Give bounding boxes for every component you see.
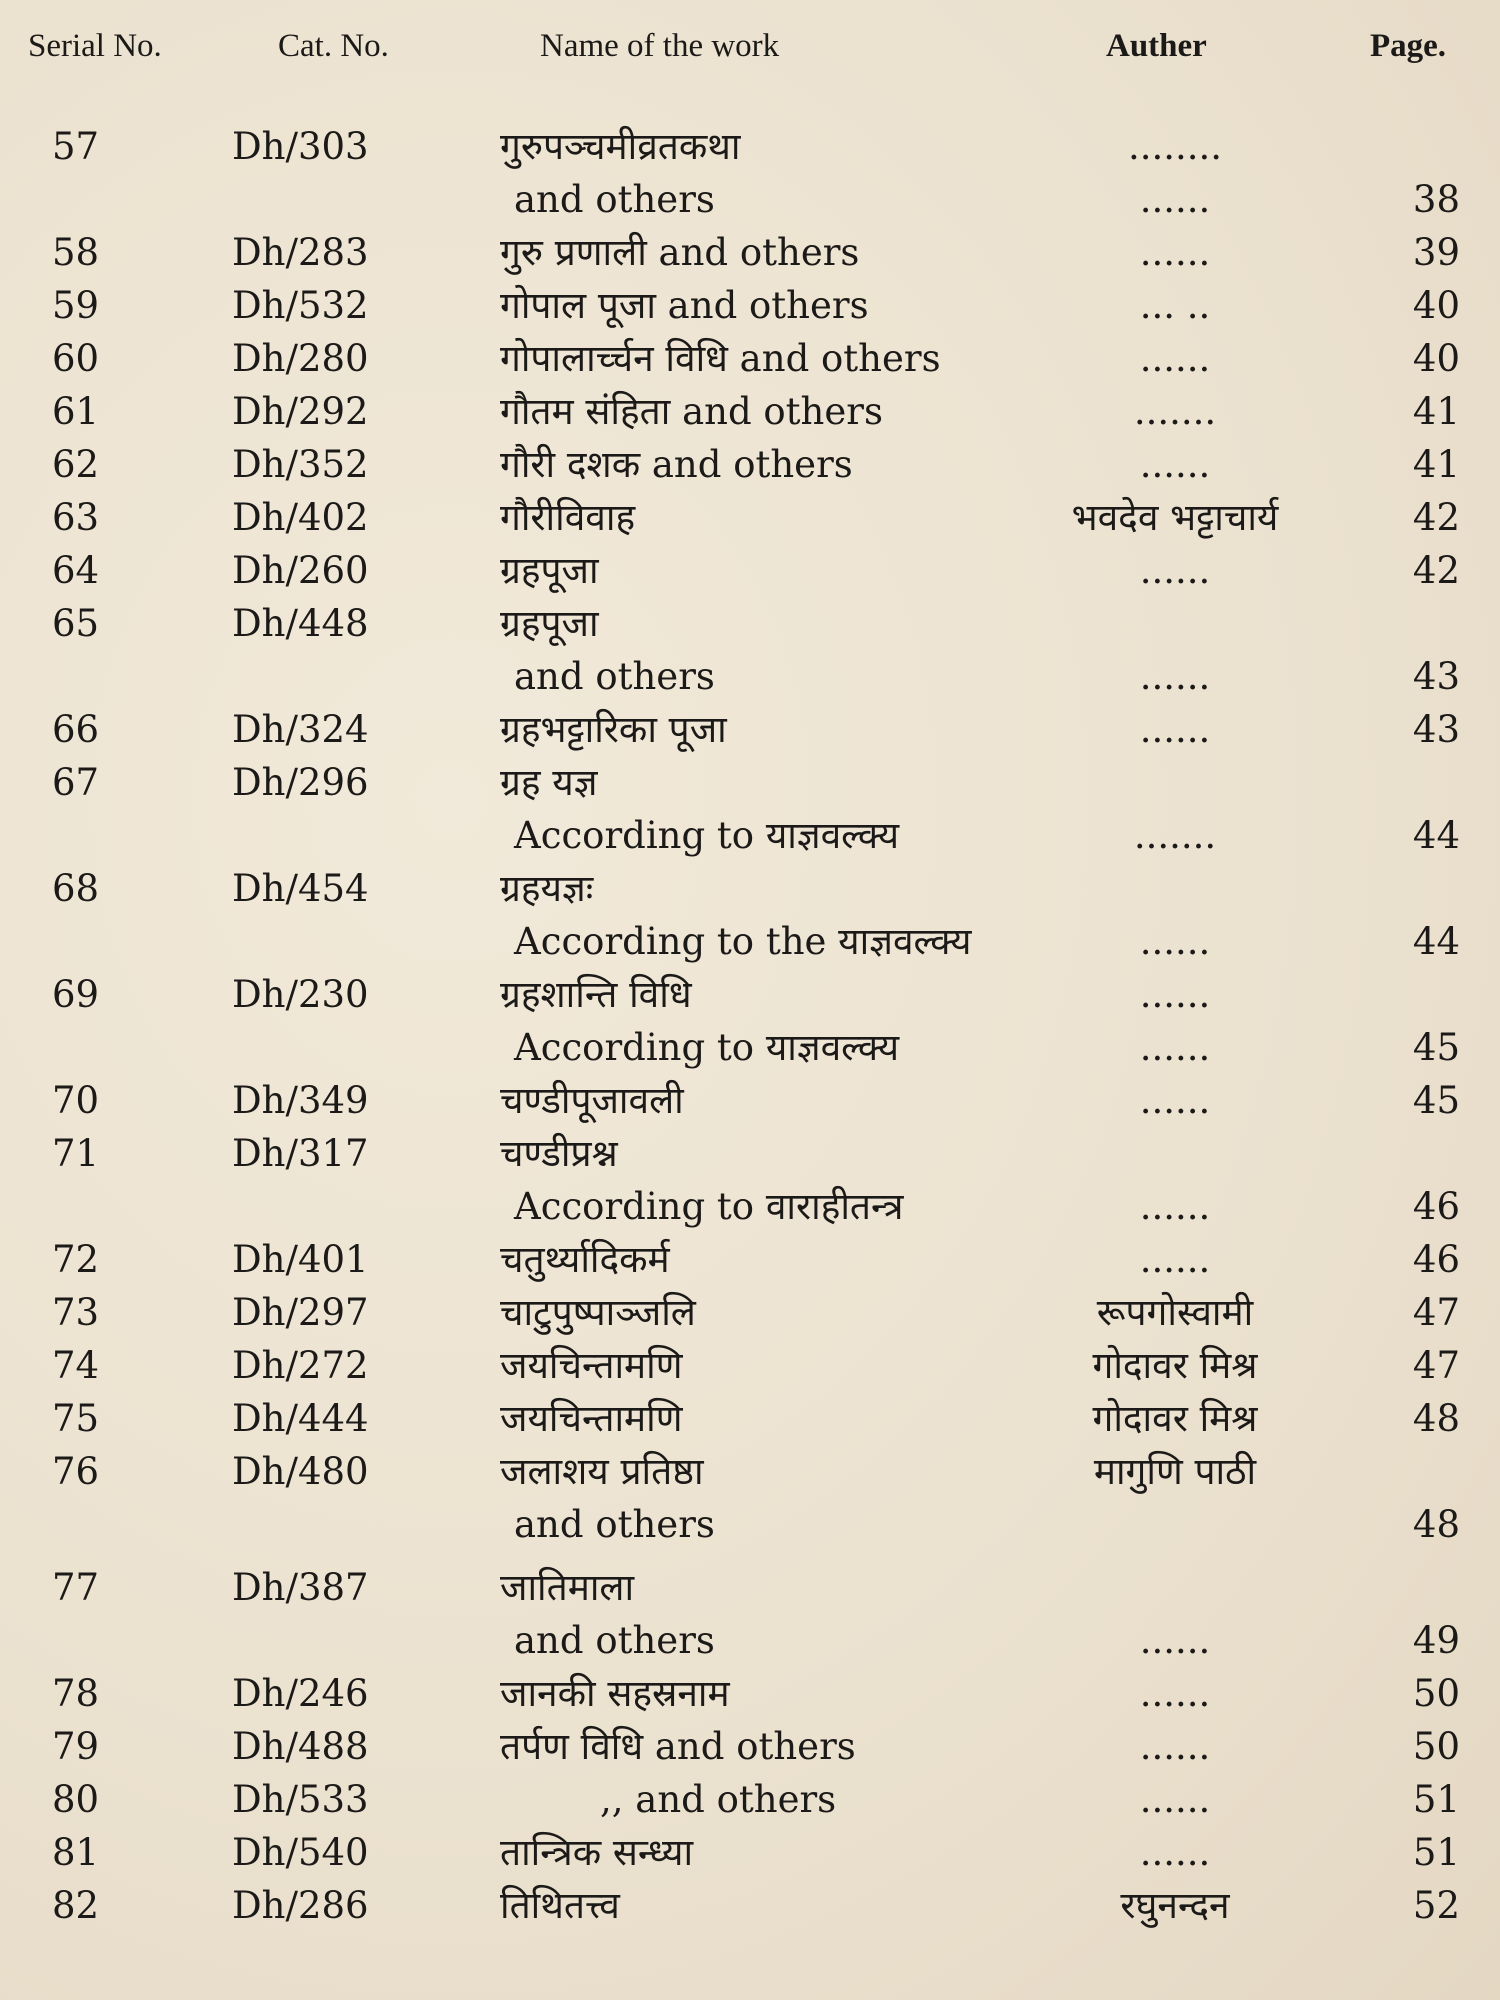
row-page: 48 xyxy=(1412,1397,1460,1440)
row-work-name: जलाशय प्रतिष्ठा xyxy=(500,1450,704,1493)
table-row xyxy=(0,1720,1500,1773)
table-row xyxy=(0,915,1500,968)
table-row xyxy=(0,1021,1500,1074)
row-serial: 67 xyxy=(52,761,100,804)
row-serial: 57 xyxy=(52,125,100,168)
table-row xyxy=(0,1445,1500,1498)
row-page: 41 xyxy=(1412,443,1460,486)
row-work-name: According to याज्ञवल्क्य xyxy=(514,1026,900,1069)
row-serial: 78 xyxy=(52,1672,100,1715)
row-work-name: ग्रहशान्ति विधि xyxy=(500,973,692,1016)
row-serial: 73 xyxy=(52,1291,100,1334)
table-row xyxy=(0,703,1500,756)
row-work-name: ग्रह यज्ञ xyxy=(500,761,598,804)
row-page: 45 xyxy=(1412,1026,1460,1069)
row-author: गोदावर मिश्र xyxy=(1092,1344,1258,1387)
row-work-name: ग्रहपूजा xyxy=(500,549,599,592)
row-page: 47 xyxy=(1412,1291,1460,1334)
row-cat-no: Dh/280 xyxy=(232,337,369,380)
row-work-name: ग्रहयज्ञः xyxy=(500,867,594,910)
row-serial: 68 xyxy=(52,867,100,910)
row-cat-no: Dh/317 xyxy=(232,1132,369,1175)
row-cat-no: Dh/454 xyxy=(232,867,369,910)
row-page: 51 xyxy=(1412,1831,1460,1874)
row-cat-no: Dh/260 xyxy=(232,549,369,592)
row-author: ...... xyxy=(1139,337,1211,380)
row-page: 49 xyxy=(1412,1619,1460,1662)
row-page: 45 xyxy=(1412,1079,1460,1122)
table-row xyxy=(0,1180,1500,1233)
table-row xyxy=(0,1614,1500,1667)
row-author: ...... xyxy=(1139,1185,1211,1228)
row-cat-no: Dh/230 xyxy=(232,973,369,1016)
row-cat-no: Dh/283 xyxy=(232,231,369,274)
row-author: ...... xyxy=(1139,1238,1211,1281)
row-serial: 77 xyxy=(52,1566,100,1609)
header-serial: Serial No. xyxy=(28,28,162,64)
row-page: 42 xyxy=(1412,496,1460,539)
table-row xyxy=(0,1879,1500,1932)
row-page: 51 xyxy=(1412,1778,1460,1821)
row-author: ...... xyxy=(1139,443,1211,486)
table-row xyxy=(0,1773,1500,1826)
row-author: ....... xyxy=(1133,814,1217,857)
row-serial: 81 xyxy=(52,1831,100,1874)
row-page: 41 xyxy=(1412,390,1460,433)
row-cat-no: Dh/532 xyxy=(232,284,369,327)
table-body xyxy=(0,120,1500,1960)
row-cat-no: Dh/297 xyxy=(232,1291,369,1334)
row-serial: 69 xyxy=(52,973,100,1016)
row-work-name: ग्रहपूजा xyxy=(500,602,599,645)
header-name: Name of the work xyxy=(540,28,780,64)
row-cat-no: Dh/444 xyxy=(232,1397,369,1440)
row-author: ...... xyxy=(1139,1026,1211,1069)
row-page: 42 xyxy=(1412,549,1460,592)
row-cat-no: Dh/296 xyxy=(232,761,369,804)
row-work-name: गोपालार्च्चन विधि and others xyxy=(500,337,941,380)
row-cat-no: Dh/292 xyxy=(232,390,369,433)
row-work-name: and others xyxy=(514,655,715,698)
row-page: 40 xyxy=(1412,337,1460,380)
row-serial: 72 xyxy=(52,1238,100,1281)
row-work-name: गौरी दशक and others xyxy=(500,443,853,486)
row-page: 38 xyxy=(1412,178,1460,221)
row-author: ...... xyxy=(1139,1619,1211,1662)
row-page: 50 xyxy=(1412,1672,1460,1715)
row-cat-no: Dh/352 xyxy=(232,443,369,486)
row-cat-no: Dh/480 xyxy=(232,1450,369,1493)
row-author: ....... xyxy=(1133,390,1217,433)
row-work-name: गौतम संहिता and others xyxy=(500,390,883,433)
row-cat-no: Dh/303 xyxy=(232,125,369,168)
row-page: 46 xyxy=(1412,1238,1460,1281)
row-cat-no: Dh/387 xyxy=(232,1566,369,1609)
header-page: Page. xyxy=(1370,28,1447,64)
row-author: गोदावर मिश्र xyxy=(1092,1397,1258,1440)
table-row xyxy=(0,120,1500,173)
row-page: 48 xyxy=(1412,1503,1460,1546)
table-row xyxy=(0,1339,1500,1392)
row-work-name: According to याज्ञवल्क्य xyxy=(514,814,900,857)
row-work-name: and others xyxy=(514,1619,715,1662)
row-work-name: चतुर्थ्यादिकर्म xyxy=(500,1238,670,1281)
table-header xyxy=(0,28,1500,78)
row-serial: 64 xyxy=(52,549,100,592)
row-author: ... .. xyxy=(1139,284,1211,327)
table-row xyxy=(0,226,1500,279)
row-serial: 61 xyxy=(52,390,100,433)
row-author: ...... xyxy=(1139,1079,1211,1122)
row-work-name: ग्रहभट्टारिका पूजा xyxy=(500,708,727,751)
row-author: ...... xyxy=(1139,1778,1211,1821)
table-row xyxy=(0,809,1500,862)
row-work-name: गौरीविवाह xyxy=(500,496,636,539)
table-row xyxy=(0,650,1500,703)
row-work-name: जातिमाला xyxy=(500,1566,635,1609)
row-work-name: गुरु प्रणाली and others xyxy=(500,231,860,274)
row-work-name: तिथितत्त्व xyxy=(500,1884,620,1927)
table-row xyxy=(0,491,1500,544)
row-author: ...... xyxy=(1139,655,1211,698)
table-row xyxy=(0,332,1500,385)
table-row xyxy=(0,1667,1500,1720)
row-author: भवदेव भट्टाचार्य xyxy=(1071,496,1279,539)
row-serial: 74 xyxy=(52,1344,100,1387)
row-work-name: जयचिन्तामणि xyxy=(500,1397,683,1440)
row-work-name: According to the याज्ञवल्क्य xyxy=(514,920,972,963)
row-author: रघुनन्दन xyxy=(1120,1884,1230,1927)
row-work-name: चण्डीप्रश्न xyxy=(500,1132,618,1175)
row-author: ...... xyxy=(1139,1831,1211,1874)
row-author: ...... xyxy=(1139,1725,1211,1768)
row-author: ...... xyxy=(1139,708,1211,751)
row-page: 46 xyxy=(1412,1185,1460,1228)
row-work-name: तान्त्रिक सन्ध्या xyxy=(500,1831,694,1874)
row-serial: 62 xyxy=(52,443,100,486)
table-row xyxy=(0,1498,1500,1551)
row-cat-no: Dh/349 xyxy=(232,1079,369,1122)
row-author: ........ xyxy=(1127,125,1223,168)
row-page: 44 xyxy=(1412,920,1460,963)
row-serial: 76 xyxy=(52,1450,100,1493)
table-row xyxy=(0,385,1500,438)
row-work-name: and others xyxy=(514,178,715,221)
row-author: ...... xyxy=(1139,973,1211,1016)
row-work-name: चाटुपुष्पाञ्जलि xyxy=(500,1291,696,1334)
table-row xyxy=(0,862,1500,915)
table-row xyxy=(0,1561,1500,1614)
table-row xyxy=(0,1286,1500,1339)
row-page: 47 xyxy=(1412,1344,1460,1387)
row-cat-no: Dh/286 xyxy=(232,1884,369,1927)
row-cat-no: Dh/540 xyxy=(232,1831,369,1874)
row-author: ...... xyxy=(1139,1672,1211,1715)
row-page: 43 xyxy=(1412,655,1460,698)
table-row xyxy=(0,1392,1500,1445)
row-serial: 75 xyxy=(52,1397,100,1440)
row-serial: 60 xyxy=(52,337,100,380)
table-row xyxy=(0,438,1500,491)
table-row xyxy=(0,1233,1500,1286)
row-serial: 66 xyxy=(52,708,100,751)
table-row xyxy=(0,1074,1500,1127)
row-page: 50 xyxy=(1412,1725,1460,1768)
row-work-name: चण्डीपूजावली xyxy=(500,1079,684,1122)
table-row xyxy=(0,756,1500,809)
table-row xyxy=(0,597,1500,650)
row-serial: 59 xyxy=(52,284,100,327)
row-author: रूपगोस्वामी xyxy=(1096,1291,1254,1334)
row-author: ...... xyxy=(1139,231,1211,274)
row-serial: 63 xyxy=(52,496,100,539)
row-work-name: गोपाल पूजा and others xyxy=(500,284,869,327)
row-page: 40 xyxy=(1412,284,1460,327)
row-cat-no: Dh/488 xyxy=(232,1725,369,1768)
row-author: ...... xyxy=(1139,549,1211,592)
row-serial: 71 xyxy=(52,1132,100,1175)
table-row xyxy=(0,173,1500,226)
row-work-name: ,, and others xyxy=(600,1778,837,1821)
row-serial: 82 xyxy=(52,1884,100,1927)
row-author: मागुणि पाठी xyxy=(1093,1450,1257,1493)
row-page: 43 xyxy=(1412,708,1460,751)
row-serial: 70 xyxy=(52,1079,100,1122)
row-work-name: जयचिन्तामणि xyxy=(500,1344,683,1387)
row-cat-no: Dh/448 xyxy=(232,602,369,645)
row-serial: 58 xyxy=(52,231,100,274)
row-work-name: According to वाराहीतन्त्र xyxy=(514,1185,904,1228)
row-page: 39 xyxy=(1412,231,1460,274)
row-serial: 79 xyxy=(52,1725,100,1768)
table-row xyxy=(0,544,1500,597)
row-cat-no: Dh/324 xyxy=(232,708,369,751)
row-work-name: तर्पण विधि and others xyxy=(500,1725,856,1768)
row-work-name: and others xyxy=(514,1503,715,1546)
table-row xyxy=(0,1127,1500,1180)
row-page: 44 xyxy=(1412,814,1460,857)
row-work-name: गुरुपञ्चमीव्रतकथा xyxy=(500,125,741,168)
header-author: Auther xyxy=(1106,28,1207,64)
row-author: ...... xyxy=(1139,920,1211,963)
row-cat-no: Dh/272 xyxy=(232,1344,369,1387)
row-author: ...... xyxy=(1139,178,1211,221)
row-cat-no: Dh/402 xyxy=(232,496,369,539)
table-row xyxy=(0,1826,1500,1879)
row-serial: 80 xyxy=(52,1778,100,1821)
table-row xyxy=(0,279,1500,332)
row-cat-no: Dh/401 xyxy=(232,1238,369,1281)
table-row xyxy=(0,968,1500,1021)
row-cat-no: Dh/533 xyxy=(232,1778,369,1821)
row-cat-no: Dh/246 xyxy=(232,1672,369,1715)
row-serial: 65 xyxy=(52,602,100,645)
row-page: 52 xyxy=(1412,1884,1460,1927)
row-work-name: जानकी सहस्रनाम xyxy=(500,1672,730,1715)
header-cat: Cat. No. xyxy=(278,28,389,64)
